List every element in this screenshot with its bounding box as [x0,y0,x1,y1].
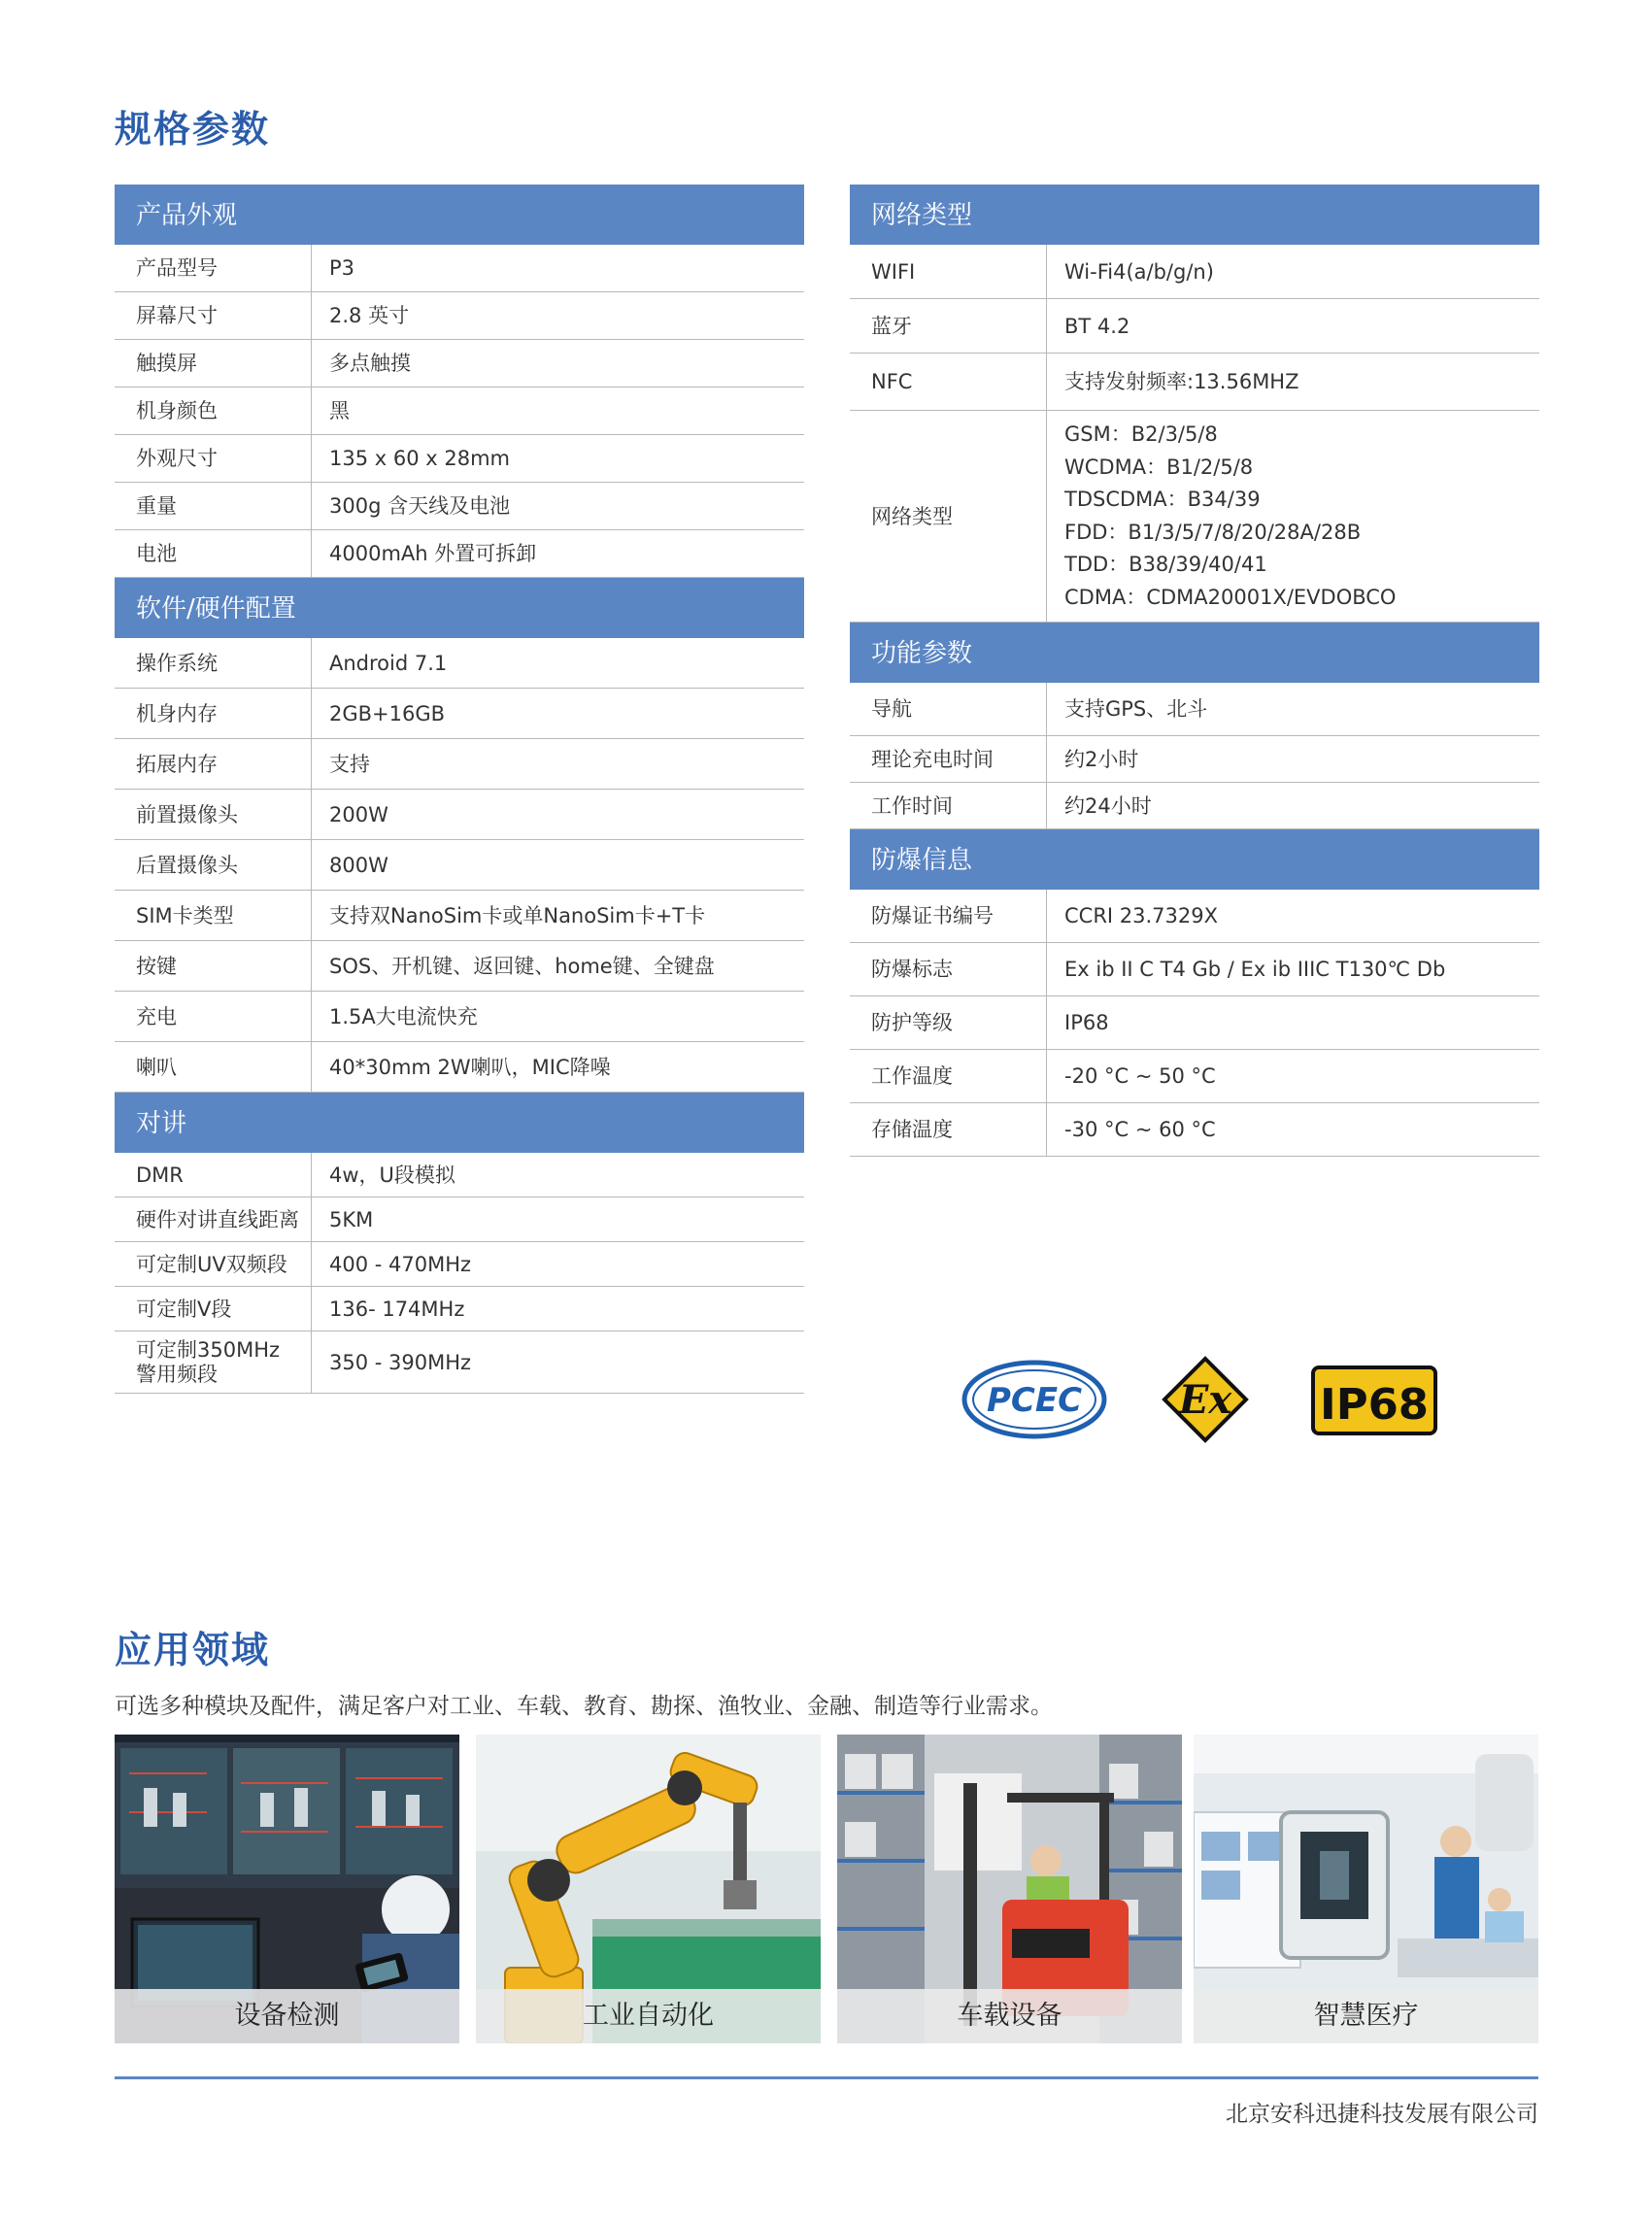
spec-row [115,292,804,340]
spec-row [850,354,1539,411]
spec-key: 工作时间 [850,783,1047,828]
spec-value: -20 °C ~ 50 °C [1064,1064,1216,1088]
spec-row [850,736,1539,783]
spec-key: 可定制UV双频段 [115,1242,312,1286]
spec-key: 拓展内存 [115,739,312,789]
spec-value-line: TDSCDMA：B34/39 [1064,488,1261,511]
spec-value: 5KM [329,1207,374,1231]
section-header: 产品外观 [115,185,804,245]
spec-value: 多点触摸 [329,352,411,375]
tile-label: 工业自动化 [476,1989,821,2043]
spec-key: SIM卡类型 [115,891,312,940]
spec-value: IP68 [1064,1011,1109,1034]
spec-value: 300g 含天线及电池 [329,494,511,518]
spec-key: 防爆证书编号 [850,890,1047,942]
spec-value: 支持双NanoSim卡或单NanoSim卡+T卡 [329,903,706,927]
spec-key: DMR [115,1153,312,1197]
spec-row [115,483,804,530]
spec-row [115,1197,804,1242]
tile-label: 设备检测 [115,1989,459,2043]
spec-row [115,435,804,483]
spec-value: P3 [329,256,355,280]
spec-value: 约24小时 [1064,793,1152,818]
spec-key: 操作系统 [115,638,312,688]
spec-row [850,245,1539,299]
spec-value: Android 7.1 [329,651,448,675]
spec-key: 硬件对讲直线距离 [115,1197,312,1241]
spec-value-line: GSM：B2/3/5/8 [1064,422,1218,446]
spec-value: 支持GPS、北斗 [1064,697,1208,721]
spec-row [115,1042,804,1093]
spec-row [850,943,1539,996]
section-header: 对讲 [115,1093,804,1153]
spec-row [115,790,804,840]
page-title: 规格参数 [115,108,271,151]
spec-key [115,1332,312,1393]
spec-key: 充电 [115,992,312,1041]
spec-row [850,683,1539,736]
spec-value: 2.8 英寸 [329,304,410,327]
spec-value: 136- 174MHz [329,1297,465,1321]
spec-row [115,1332,804,1394]
spec-value-line: WCDMA：B1/2/5/8 [1064,455,1254,479]
spec-key: NFC [850,354,1047,410]
spec-key: 可定制V段 [115,1287,312,1331]
spec-value: 400 - 470MHz [329,1252,472,1276]
spec-value: 40*30mm 2W喇叭，MIC降噪 [329,1055,611,1079]
spec-value: 黑 [329,399,350,422]
spec-value: -30 °C ~ 60 °C [1064,1118,1216,1141]
spec-key-line: 可定制350MHz [136,1337,281,1362]
section-header: 功能参数 [850,623,1539,683]
svg-text:Ex: Ex [1178,1377,1232,1423]
spec-row [115,1153,804,1197]
spec-row [115,689,804,739]
spec-value: 支持发射频率:13.56MHZ [1064,370,1299,393]
spec-value: 约2小时 [1064,747,1139,771]
tile-equipment-monitoring [115,1735,459,2043]
spec-column-left [115,185,804,1394]
spec-row [115,992,804,1042]
spec-key: 重量 [115,483,312,529]
spec-key: 按键 [115,941,312,991]
spec-value: 支持 [329,752,370,776]
spec-value: 135 x 60 x 28mm [329,447,510,470]
spec-row [115,1287,804,1332]
tile-label: 智慧医疗 [1194,1989,1538,2043]
spec-column-right [850,185,1539,1157]
spec-value-line: CDMA：CDMA20001X/EVDOBCO [1064,585,1397,609]
spec-value: 2GB+16GB [329,701,446,725]
spec-value: 1.5A大电流快充 [329,1004,478,1028]
spec-value [1047,411,1539,622]
spec-value: 4w，U段模拟 [329,1163,455,1187]
svg-text:PCEC: PCEC [986,1381,1083,1420]
spec-row [115,1242,804,1287]
company-name: 北京安科迅捷科技发展有限公司 [1226,2102,1538,2127]
svg-text:IP68: IP68 [1320,1380,1429,1430]
spec-row [115,941,804,992]
spec-key: 防爆标志 [850,943,1047,995]
tile-industrial-automation [476,1735,821,2043]
spec-row [850,299,1539,354]
spec-row [850,411,1539,623]
spec-value: 200W [329,802,388,826]
spec-key: 网络类型 [850,411,1047,622]
spec-key: 防护等级 [850,996,1047,1049]
spec-row [115,340,804,388]
footer-divider [115,2076,1538,2079]
spec-value: Wi-Fi4(a/b/g/n) [1064,259,1214,284]
application-title: 应用领域 [115,1629,271,1671]
application-description: 可选多种模块及配件，满足客户对工业、车载、教育、勘探、渔牧业、金融、制造等行业需求。 [115,1694,1053,1719]
spec-row [115,638,804,689]
spec-key-line: 警用频段 [136,1362,218,1386]
spec-value: BT 4.2 [1064,314,1130,338]
spec-key: 喇叭 [115,1042,312,1092]
spec-row [115,891,804,941]
tile-label: 车载设备 [837,1989,1182,2043]
ex-explosion-proof-logo-icon [1161,1355,1250,1444]
spec-value: SOS、开机键、返回键、home键、全键盘 [329,954,715,978]
spec-key: 理论充电时间 [850,736,1047,782]
section-header: 防爆信息 [850,829,1539,890]
spec-key: 工作温度 [850,1050,1047,1102]
spec-key: WIFI [850,245,1047,298]
spec-row [850,890,1539,943]
spec-key: 蓝牙 [850,299,1047,353]
ip68-logo-icon [1311,1365,1437,1435]
spec-key: 导航 [850,683,1047,735]
spec-row [850,1103,1539,1157]
spec-row [115,840,804,891]
spec-key: 前置摄像头 [115,790,312,839]
spec-row [115,388,804,435]
spec-key: 机身内存 [115,689,312,738]
application-tiles [115,1735,1538,2043]
spec-value: CCRI 23.7329X [1064,904,1219,927]
spec-row [850,783,1539,829]
spec-value: 800W [329,853,388,877]
spec-row [115,530,804,578]
spec-value: 350 - 390MHz [329,1350,472,1374]
section-header: 软件/硬件配置 [115,578,804,638]
spec-key: 触摸屏 [115,340,312,387]
spec-value-line: TDD：B38/39/40/41 [1064,553,1267,576]
spec-key: 电池 [115,530,312,577]
spec-key: 机身颜色 [115,388,312,434]
section-header: 网络类型 [850,185,1539,245]
spec-value: 4000mAh 外置可拆卸 [329,542,537,565]
spec-key: 存储温度 [850,1103,1047,1156]
spec-row [115,739,804,790]
spec-key: 外观尺寸 [115,435,312,482]
tile-smart-medical [1194,1735,1538,2043]
spec-key: 屏幕尺寸 [115,292,312,339]
spec-value-line: FDD：B1/3/5/7/8/20/28A/28B [1064,520,1362,544]
spec-key: 产品型号 [115,245,312,291]
spec-value: Ex ib II C T4 Gb / Ex ib IIIC T130℃ Db [1064,958,1446,981]
tile-vehicle-equipment [837,1735,1182,2043]
certification-logos [961,1350,1447,1447]
spec-row [850,996,1539,1050]
spec-key: 后置摄像头 [115,840,312,890]
spec-row [850,1050,1539,1103]
pcec-logo-icon [961,1360,1107,1439]
spec-row [115,245,804,292]
